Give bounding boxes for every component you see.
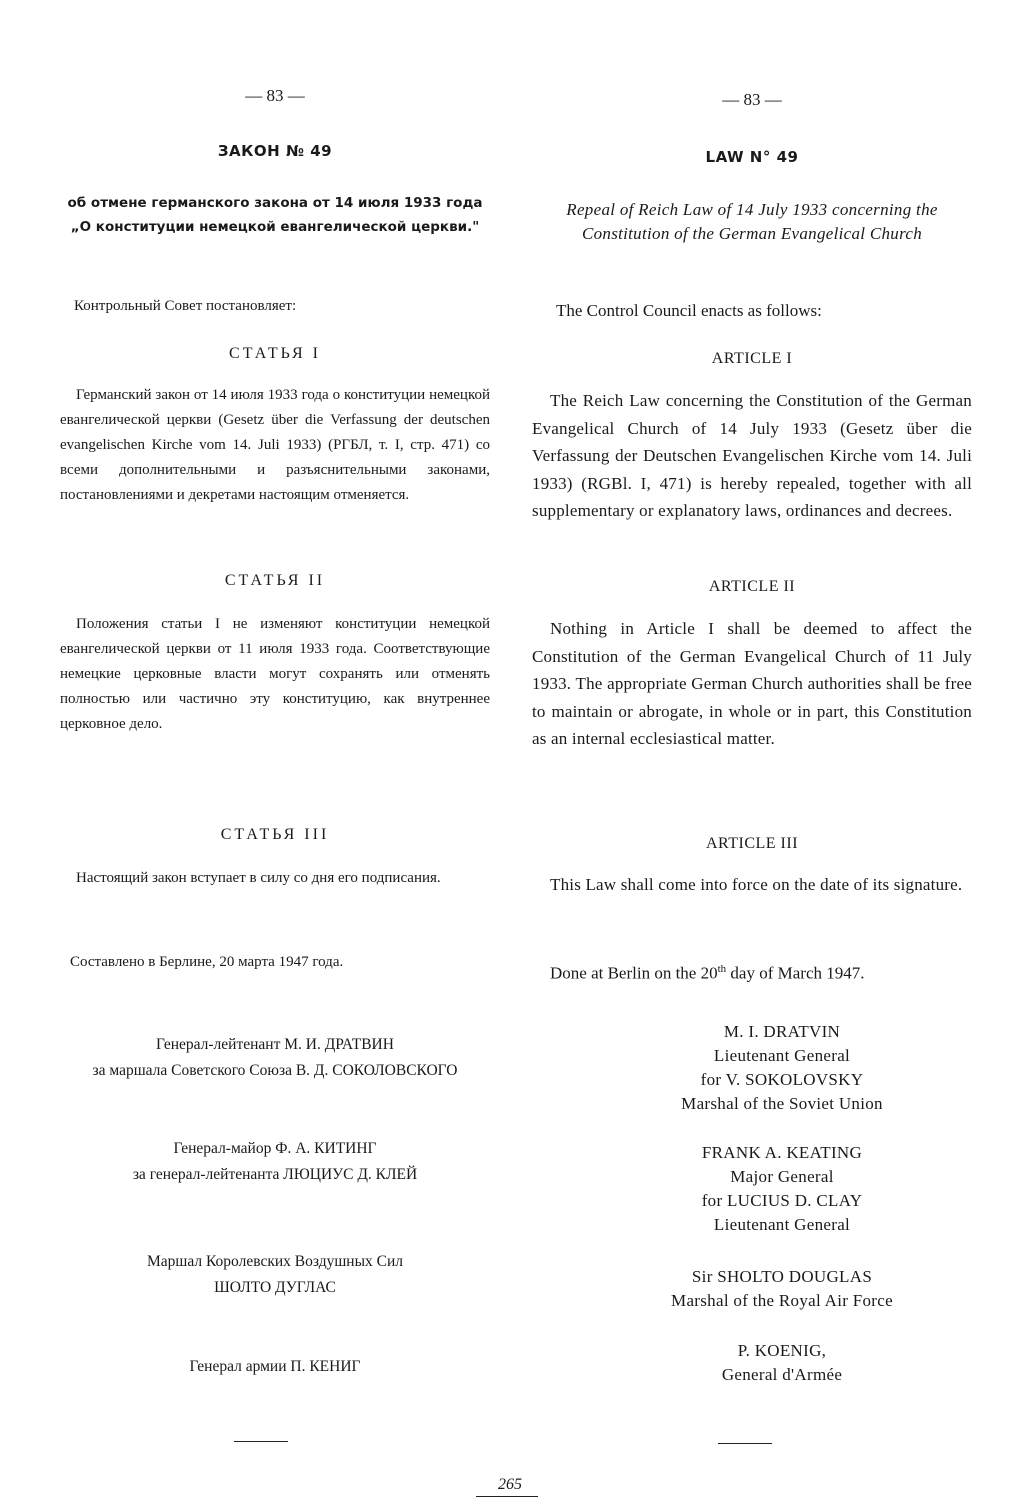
- ru-signature-line: Генерал армии П. КЕНИГ: [189, 1358, 361, 1375]
- ru-preamble: Контрольный Совет постановляет:: [74, 298, 297, 314]
- en-subtitle-line: Repeal of Reich Law of 14 July 1933 concerning the: [566, 200, 938, 219]
- en-preamble: The Control Council enacts as follows:: [556, 301, 822, 320]
- ru-signature-block: [60, 1247, 490, 1303]
- ru-signature-block: [60, 1352, 490, 1382]
- en-signature-line: P. KOENIG,: [737, 1341, 827, 1360]
- footer-underline: [476, 1496, 538, 1497]
- ru-subtitle-line: об отмене германского закона от 14 июля 1933 года: [67, 195, 483, 211]
- ru-signature-line: ШОЛТО ДУГЛАС: [214, 1279, 336, 1296]
- ru-article3-text: Настоящий закон вступает в силу со дня его подписания.: [76, 870, 441, 886]
- en-signature-line: FRANK A. KEATING: [701, 1143, 863, 1162]
- ru-signature-line: Генерал-майор Ф. А. КИТИНГ: [173, 1140, 377, 1157]
- en-signature-line: Marshal of the Soviet Union: [681, 1094, 883, 1113]
- ru-article2-text: Положения статьи I не изменяют конституции немецкой евангелической церкви от 11 июля 1933 года. Соответствующие немецкие церковные власти могут сохранять или отменять полностью или частично эту конституцию, как внутреннее церковное дело.: [60, 616, 490, 732]
- en-article1-text: The Reich Law concerning the Constitution of the German Evangelical Church of 14 July 1933 (Gesetz über die Verfassung der Deutschen Evangelischen Kirche vom 14. Juli 1933) (RGBl. I, 471) is hereby repealed, together with all supplementary or explanatory laws, ordinances and decrees.: [532, 391, 972, 520]
- en-signature-line: Lieutenant General: [713, 1046, 851, 1065]
- ru-signature-line: Генерал-лейтенант М. И. ДРАТВИН: [156, 1036, 394, 1053]
- en-article1-heading: ARTICLE I: [711, 350, 793, 367]
- en-article2-text: Nothing in Article I shall be deemed to affect the Constitution of the German Evangelical Church of 11 July 1933. The appropriate German Church authorities shall be free to maintain or abrogate, in whole or in part, this Constitution as an internal ecclesiastical matter.: [532, 619, 972, 748]
- en-signature-line: Marshal of the Royal Air Force: [671, 1291, 893, 1310]
- ru-done-at: Составлено в Берлине, 20 марта 1947 года.: [70, 954, 344, 970]
- en-subtitle-line: Constitution of the German Evangelical Church: [581, 224, 923, 243]
- en-closing-rule: [718, 1443, 772, 1444]
- en-article2-heading: ARTICLE II: [708, 578, 796, 595]
- en-article3-heading: ARTICLE III: [705, 835, 799, 852]
- en-signature-line: M. I. DRATVIN: [723, 1022, 841, 1041]
- ru-signature-line: Маршал Королевских Воздушных Сил: [147, 1253, 403, 1270]
- en-signature-line: for V. SOKOLOVSKY: [700, 1070, 864, 1089]
- en-signature-line: Major General: [730, 1167, 834, 1186]
- en-page-number: — 83 —: [722, 90, 782, 109]
- ru-article3-heading: СТАТЬЯ III: [220, 826, 330, 843]
- ru-signature-line: за маршала Советского Союза В. Д. СОКОЛОВСКОГО: [92, 1062, 458, 1079]
- ru-signature-line: за генерал-лейтенанта ЛЮЦИУС Д. КЛЕЙ: [132, 1166, 418, 1183]
- en-signature-block: [562, 1339, 1002, 1387]
- en-law-title: LAW N° 49: [705, 148, 799, 166]
- ru-article1-heading: СТАТЬЯ I: [229, 345, 321, 362]
- en-signature-block: [562, 1020, 1002, 1116]
- ru-signature-block: [60, 1134, 490, 1190]
- en-signature-line: Sir SHOLTO DOUGLAS: [691, 1267, 873, 1286]
- ru-closing-rule: [234, 1441, 288, 1442]
- en-done-before: Done at Berlin on the 20: [550, 963, 718, 983]
- ru-article2-heading: СТАТЬЯ II: [224, 572, 326, 589]
- en-signature-line: Lieutenant General: [713, 1215, 851, 1234]
- en-signature-line: General d'Armée: [721, 1365, 843, 1384]
- en-subtitle: [532, 198, 972, 246]
- ru-page-number: — 83 —: [245, 86, 305, 105]
- en-article3-text: This Law shall come into force on the date of its signature.: [550, 875, 963, 894]
- en-done-at: [550, 956, 972, 987]
- en-signature-block: [562, 1265, 1002, 1313]
- en-signature-block: [562, 1141, 1002, 1237]
- en-done-superscript: th: [717, 963, 727, 975]
- en-done-after: day of March 1947.: [726, 963, 865, 983]
- ru-article1-text: Германский закон от 14 июля 1933 года о конституции немецкой евангелической церкви (Gesetz über die Verfassung der deutschen evangelischen Kirche vom 14. Juli 1933) (РГБЛ, т. I, стр. 471) со всеми дополнительными и разъяснительными законами, постановлениями и декретами настоящим отменяется.: [60, 387, 490, 503]
- ru-subtitle: [60, 191, 490, 239]
- ru-law-title: ЗАКОН № 49: [217, 142, 333, 160]
- ru-subtitle-line: „О конституции немецкой евангелической церкви.": [70, 219, 480, 235]
- en-signature-line: for LUCIUS D. CLAY: [701, 1191, 863, 1210]
- footer-page-number: 265: [498, 1476, 522, 1493]
- ru-signature-block: [60, 1030, 490, 1086]
